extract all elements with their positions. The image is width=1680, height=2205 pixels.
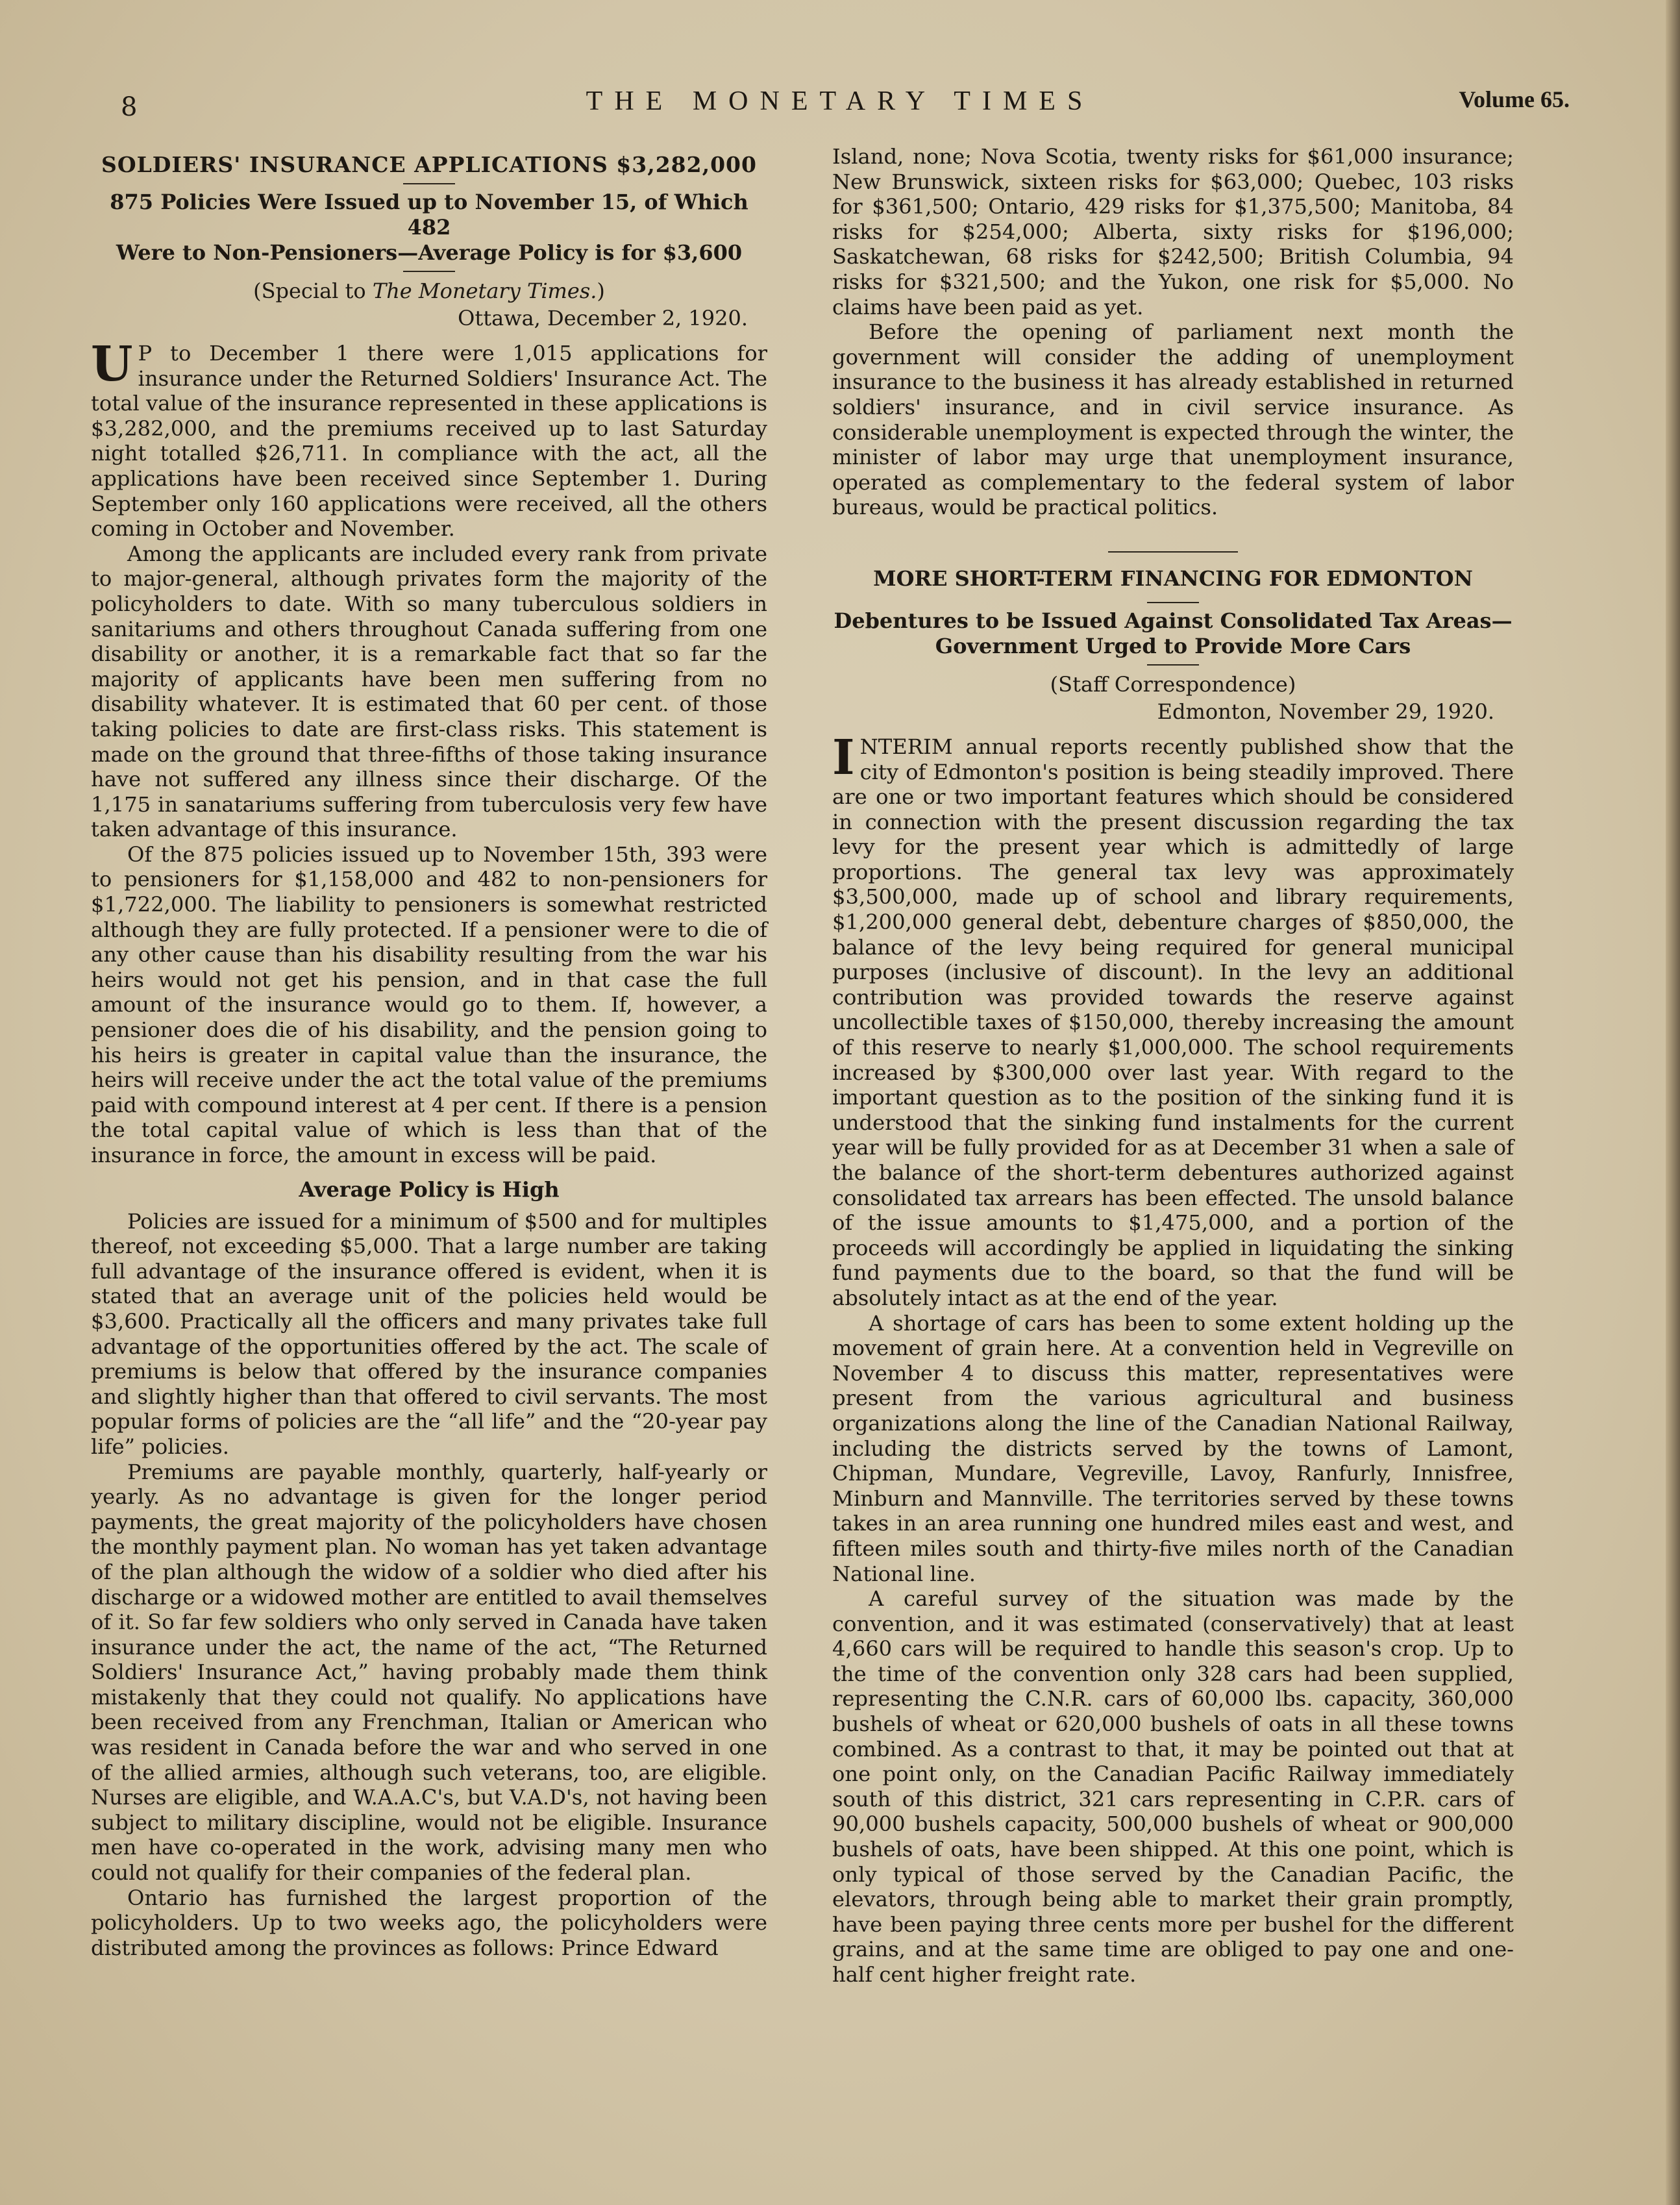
short-rule [1147, 664, 1199, 666]
article1-paragraph: Ontario has furnished the largest proportion of the policyholders. Up to two weeks ago, the policyholders were distributed among the provinces as follows: Prince Edward [91, 1885, 767, 1960]
article1-section-heading: Average Policy is High [299, 1177, 560, 1202]
article1-dateline: Ottawa, December 2, 1920. [458, 306, 748, 330]
article2-title: MORE SHORT-TERM FINANCING FOR EDMONTON [873, 566, 1473, 591]
article2-subtitle [832, 608, 1514, 659]
short-rule [1147, 602, 1199, 603]
article1-paragraph [91, 336, 767, 542]
article1-paragraph: Of the 875 policies issued up to November 15th, 393 were to pensioners for $1,158,000 and 482 to non-pensioners for $1,722,000. The liability to pensioners is somewhat restricted although they are fully protected. If a pensioner were to die of any other cause than his disability resulting from the war his heirs would not get his pension, and in that case the full amount of the insurance would go to them. If, however, a pensioner does die of his disability, and the pension going to his heirs is greater in capital value than the insurance, the heirs will receive under the act the total value of the premiums paid with compound interest at 4 per cent. If there is a pension the total capital value of which is less than that of the insurance in force, the amount in excess will be paid. [91, 841, 767, 1167]
article1-title: SOLDIERS' INSURANCE APPLICATIONS $3,282,000 [101, 152, 757, 177]
article1-subtitle-line2: Were to Non-Pensioners—Average Policy is for $3,600 [116, 240, 743, 265]
publication-title: THE MONETARY TIMES [586, 86, 1094, 116]
article1-continued-paragraph: Island, none; Nova Scotia, twenty risks for $61,000 insurance; New Brunswick, sixteen risks for $63,000; Quebec, 103 risks for $361,500; Ontario, 429 risks for $1,375,500; Manitoba, 84 risks for $254,000; Alberta, sixty risks for $196,000; Saskatchewan, 68 risks for $242,500; British Columbia, 94 risks for $321,500; and the Yukon, one risk for $5,000. No claims have been paid as yet. [832, 144, 1514, 319]
article2-paragraph-text: NTERIM annual reports recently published show that the city of Edmonton's position is being steadily improved. There are one or two important features which should be considered in connection with the present discussion regarding the tax levy for the present year which is admittedly of large proportions. The general tax levy was approximately $3,500,000, made up of school and library requirements, $1,200,000 general debt, debenture charges of $850,000, the balance of the levy being required for general municipal purposes (inclusive of discount). In the levy an additional contribution was provided towards the reserve against uncollectible taxes of $150,000, thereby increasing the amount of this reserve to nearly $1,000,000. The school requirements increased by $300,000 over last year. With regard to the important question as to the position of the sinking fund it is understood that the sinking fund instalments for the current year will be fully provided for as at December 31 when a sale of the balance of the short-term debentures authorized against consolidated tax arrears has been effected. The unsold balance of the issue amounts to $1,475,000, and a portion of the proceeds will accordingly be applied in liquidating the sinking fund payments due to the board, so that the fund will be absolutely intact as at the end of the year. [832, 734, 1514, 1310]
volume-label: Volume 65. [1459, 86, 1570, 112]
article2-subtitle-line2: Government Urged to Provide More Cars [935, 633, 1411, 658]
article1-paragraph: Before the opening of parliament next month the government will consider the adding of unemployment insurance to the business it has already established in returned soldiers' insurance, and in civil service insurance. As considerable unemployment is expected through the winter, the minister of labor may urge that unemployment insurance, operated as complementary to the federal system of labor bureaus, would be practical politics. [832, 319, 1514, 520]
article1-paragraph: Premiums are payable monthly, quarterly, half-yearly or yearly. As no advantage is given for the longer period payments, the great majority of the policyholders have chosen the monthly payment plan. No woman has yet taken advantage of the plan although the widow of a soldier who died after his discharge or a widowed mother are entitled to avail themselves of it. So far few soldiers who only served in Canada have taken insurance under the act, the name of the act, “The Returned Soldiers' Insurance Act,” having probably made them think mistakenly that they could not qualify. No applications have been received from any Frenchman, Italian or American who was resident in Canada before the war and who served in one of the allied armies, although such veterans, too, are eligible. Nurses are eligible, and W.A.A.C's, but V.A.D's, not having been subject to military discipline, would not be eligible. Insurance men have co-operated in the work, advising many men who could not qualify for their companies of the federal plan. [91, 1459, 767, 1886]
article1-subtitle-line1: 875 Policies Were Issued up to November 15, of Which 482 [110, 190, 748, 240]
drop-cap: I [832, 729, 855, 786]
short-rule [403, 271, 455, 272]
article2-paragraph: A careful survey of the situation was made by the convention, and it was estimated (conservatively) that at least 4,660 cars will be required to handle this season's crop. Up to the time of the convention only 328 cars had been supplied, representing the C.N.R. cars of 60,000 lbs. capacity, 360,000 bushels of wheat or 620,000 bushels of oats in all these towns combined. As a contrast to that, it may be pointed out that at one point only, on the Canadian Pacific Railway immediately south of this district, 321 cars representing in C.P.R. cars of 90,000 bushels capacity, 500,000 bushels of wheat or 900,000 bushels of oats, have been shipped. At this one point, which is only typical of those served by the Canadian Pacific, the elevators, through being able to market their grain promptly, have been paying three cents more per bushel for the different grains, and at the same time are obliged to pay one and one-half cent higher freight rate. [832, 1586, 1514, 1987]
right-column [832, 144, 1514, 1987]
left-column [91, 144, 767, 1960]
drop-cap: U [91, 336, 133, 392]
page-number: 8 [121, 92, 138, 122]
special-prefix: (Special to [253, 279, 373, 303]
article1-paragraph: Policies are issued for a minimum of $500 and for multiples thereof, not exceeding $5,000. That a large number are taking full advantage of the insurance offered is evident, when it is stated that an average unit of the policies held would be $3,600. Practically all the officers and many privates take full advantage of the opportunities offered by the act. The scale of premiums is below that offered by the insurance companies and slightly higher than that offered to civil servants. The most popular forms of policies are the “all life” and the “20-year pay life” policies. [91, 1208, 767, 1459]
article2-dateline: Edmonton, November 29, 1920. [1157, 699, 1494, 724]
short-rule [403, 183, 455, 184]
article2-subtitle-line1: Debentures to be Issued Against Consolidated Tax Areas— [834, 608, 1513, 633]
page-header [97, 83, 1583, 129]
article2-special-credit: (Staff Correspondence) [1050, 671, 1296, 697]
special-suffix: ) [597, 279, 605, 303]
article2-paragraph: A shortage of cars has been to some extent holding up the movement of grain here. At a convention held in Vegreville on November 4 to discuss this matter, representatives were present from the various agricultural and business organizations along the line of the Canadian National Railway, including the districts served by the towns of Lamont, Chipman, Mundare, Vegreville, Lavoy, Ranfurly, Innisfree, Minburn and Mannville. The territories served by these towns takes in an area running one hundred miles east and west, and fifteen miles south and thirty-five miles north of the Canadian National line. [832, 1310, 1514, 1586]
article1-paragraph: Among the applicants are included every rank from private to major-general, although privates form the majority of the policyholders to date. With so many tuberculous soldiers in sanitariums and others throughout Canada suffering from one disability or another, it is a remarkable fact that so far the majority of applicants have been men suffering from no disability whatever. It is estimated that 60 per cent. of those taking policies to date are first-class risks. This statement is made on the ground that three-fifths of those taking insurance have not suffered any illness since their discharge. Of the 1,175 in sanatariums suffering from tuberculosis very few have taken advantage of this insurance. [91, 541, 767, 842]
special-publication: The Monetary Times. [372, 279, 597, 303]
article1-paragraph-text: P to December 1 there were 1,015 applications for insurance under the Returned Soldiers' Insurance Act. The total value of the insurance represented in these applications is $3,282,000, and the premiums received up to last Saturday night totalled $26,711. In compliance with the act, all the applications have been received since September 1. During September only 160 applications were received, all the others coming in October and November. [91, 341, 767, 542]
article1-special-credit [91, 277, 767, 305]
article2-paragraph [832, 729, 1514, 1311]
page-edge-shadow [1666, 0, 1680, 2205]
article1-subtitle [91, 190, 767, 266]
article-separator-rule [1108, 551, 1238, 553]
